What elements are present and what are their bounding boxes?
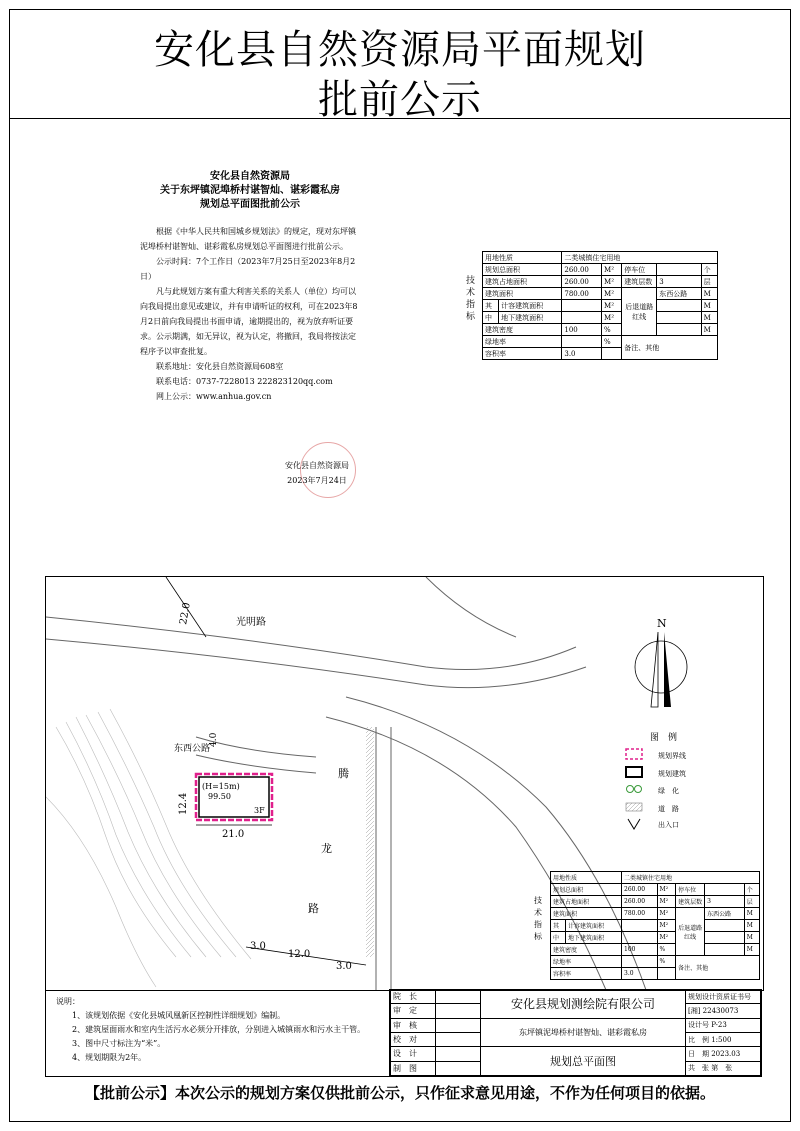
cell: 个 <box>701 264 717 276</box>
tech-table-map <box>550 871 760 980</box>
cell: M² <box>657 920 676 932</box>
legend-item: 规划建筑 <box>658 770 686 778</box>
cell: M <box>744 920 759 932</box>
cell: 地下建筑面积 <box>499 312 562 324</box>
notice-subject: 关于东坪镇泥埠桥村谌智灿、谌彩霞私房 <box>160 185 340 196</box>
cell: 780.00 <box>562 288 602 300</box>
legend-building-icon <box>626 767 642 777</box>
north-arrow-icon <box>635 617 687 707</box>
design-number: 设计号 P-23 <box>686 1018 761 1032</box>
cell: M² <box>657 896 676 908</box>
role-label: 审 核 <box>391 1018 436 1032</box>
cell: M <box>701 312 717 324</box>
cell: 建筑占地面积 <box>551 896 622 908</box>
site-plan-map <box>45 576 764 991</box>
road-label-teng: 腾 <box>338 767 349 780</box>
cell: 中 <box>483 312 499 324</box>
dim-22: 22.0 <box>178 601 193 626</box>
cell: 计容建筑面积 <box>566 920 622 932</box>
cell: 建筑层数 <box>676 896 705 908</box>
notice-para-1: 根据《中华人民共和国城乡规划法》的规定，现对东坪镇泥埠桥村谌智灿、谌彩霞私房规划总平面图进行批前公示。 <box>140 227 356 251</box>
tech-label-top: 技术指标 <box>466 276 476 322</box>
note-item: 2、建筑屋面雨水和室内生活污水必须分开排放，分别进入城镇雨水和污水主干管。 <box>72 1025 366 1034</box>
dim-3-b: 3.0 <box>336 961 352 972</box>
role-label: 制 图 <box>391 1061 436 1075</box>
dim-12: 12.0 <box>288 949 311 960</box>
notice-web: 网上公示：www.anhua.gov.cn <box>156 392 272 401</box>
title-block <box>390 989 762 1077</box>
cell: M² <box>657 932 676 944</box>
sign-org: 安化县自然资源局 <box>285 461 349 470</box>
cell: 停车位 <box>676 884 705 896</box>
cell: 260.00 <box>622 896 658 908</box>
cell: 规划总面积 <box>551 884 622 896</box>
cell: 规划总面积 <box>483 264 562 276</box>
note-item: 1、该规划依据《安化县城风凰新区控制性详细规划》编制。 <box>72 1011 286 1020</box>
cell: 东西公路 <box>657 288 701 300</box>
bldg-height: (H=15m) <box>202 782 240 791</box>
cell: 二类城镇住宅用地 <box>622 872 760 884</box>
north-label: N <box>657 617 667 630</box>
cell: 建筑密度 <box>483 324 562 336</box>
road-label-long: 龙 <box>321 842 332 855</box>
legend-green-icon <box>627 786 642 793</box>
legend-item: 规划界线 <box>658 752 686 760</box>
cell: 容积率 <box>551 968 622 980</box>
road-label-dongxi: 东西公路 <box>174 744 211 754</box>
company-name: 安化县规划测绘院有限公司 <box>481 990 686 1019</box>
setback-label: 后退道路红线 <box>622 288 657 336</box>
cert-label: 规划设计资质证书号 <box>686 990 761 1004</box>
header-subtitle: 批前公示 <box>318 77 482 123</box>
legend-item: 绿 化 <box>658 787 679 795</box>
cell: 其 <box>551 920 566 932</box>
cell: 后退道路红线 <box>676 908 705 956</box>
date: 日 期 2023.03 <box>686 1047 761 1061</box>
project-name: 东坪镇泥埠桥村谌智灿、谌彩霞私房 <box>481 1018 686 1047</box>
cell: 绿地率 <box>551 956 622 968</box>
note-item: 4、规划期限为2年。 <box>72 1053 147 1062</box>
scale: 比 例 1:500 <box>686 1032 761 1046</box>
cell: M² <box>602 276 622 288</box>
cell: M² <box>657 908 676 920</box>
cell: 3 <box>657 276 701 288</box>
notice-signature <box>285 458 349 488</box>
cell: 100 <box>562 324 602 336</box>
legend-entrance-icon <box>628 819 640 829</box>
cell: 780.00 <box>622 908 658 920</box>
cell: 计容建筑面积 <box>499 300 562 312</box>
bldg-elevation: 99.50 <box>208 792 231 801</box>
notice-para-2: 公示时间：7个工作日（2023年7月25日至2023年8月2日） <box>140 257 356 281</box>
land-use-value: 二类城镇住宅用地 <box>562 252 718 264</box>
role-label: 院 长 <box>391 990 436 1004</box>
cell: M² <box>602 312 622 324</box>
cell: 建筑密度 <box>551 944 622 956</box>
cell: M <box>701 300 717 312</box>
cell: % <box>602 336 622 348</box>
drawing-notes <box>45 989 390 1077</box>
sheet: 共 张 第 张 <box>686 1061 761 1075</box>
cell: 容积率 <box>483 348 562 360</box>
notice-org: 安化县自然资源局 <box>210 171 290 182</box>
cell: 其 <box>483 300 499 312</box>
notes-title: 说明： <box>56 997 80 1006</box>
cell: 260.00 <box>562 276 602 288</box>
dim-12-4: 12.4 <box>178 792 189 815</box>
cert-number: [湘] 22430073 <box>686 1004 761 1018</box>
role-label: 审 定 <box>391 1004 436 1018</box>
land-use-label: 用地性质 <box>483 252 562 264</box>
cell: 3.0 <box>622 968 658 980</box>
cell: 260.00 <box>622 884 658 896</box>
header-title: 安化县自然资源局平面规划 <box>154 27 646 73</box>
page-header <box>10 10 790 123</box>
tech-label-map: 技术指标 <box>534 896 542 941</box>
cell: 停车位 <box>622 264 657 276</box>
tech-table-top <box>482 251 718 360</box>
notice-block <box>140 170 360 404</box>
bldg-floors: 3F <box>254 806 265 815</box>
cell: 个 <box>744 884 759 896</box>
role-label: 校 对 <box>391 1032 436 1046</box>
notice-phone: 联系电话：0737-7228013 222823120qq.com <box>156 377 333 386</box>
legend-item: 出入口 <box>658 821 679 829</box>
sign-date: 2023年7月24日 <box>287 476 347 485</box>
cell: 层 <box>744 896 759 908</box>
notice-para-3: 凡与此规划方案有重大利害关系的关系人（单位）均可以向我局提出意见或建议，并有申请听证的权利，可在2023年8月2日前向我局提出书面申请，逾期提出的，视为放弃听证要求。公示期满，如无异议，视为认定，将撤回，我局将按法定程序予以审查批复。 <box>140 287 358 356</box>
cell: 中 <box>551 932 566 944</box>
cell: M² <box>657 884 676 896</box>
cell: 建筑层数 <box>622 276 657 288</box>
road-label-lu: 路 <box>308 902 319 915</box>
cell: 260.00 <box>562 264 602 276</box>
hatched-strip <box>366 727 374 957</box>
role-label: 设 计 <box>391 1047 436 1061</box>
cell: % <box>657 944 676 956</box>
dim-3-a: 3.0 <box>250 941 266 952</box>
cell: 3 <box>705 896 745 908</box>
cell: M² <box>602 264 622 276</box>
cell: M² <box>602 288 622 300</box>
cell: 层 <box>701 276 717 288</box>
cell: 3.0 <box>562 348 602 360</box>
road-label-guangming: 光明路 <box>236 617 266 628</box>
footer-disclaimer: 【批前公示】本次公示的规划方案仅供批前公示，只作征求意见用途，不作为任何项目的依据。 <box>84 1084 715 1102</box>
cell: 建筑面积 <box>483 288 562 300</box>
cell: M <box>701 324 717 336</box>
cell: 备注、其他 <box>622 336 718 360</box>
cell: % <box>657 956 676 968</box>
cell: 100 <box>622 944 658 956</box>
cell: % <box>602 324 622 336</box>
cell <box>657 264 701 276</box>
cell: M <box>701 288 717 300</box>
note-item: 3、图中尺寸标注为“米”。 <box>72 1039 166 1048</box>
dim-21: 21.0 <box>222 829 245 840</box>
notice-address: 联系地址：安化县自然资源局608室 <box>156 362 284 371</box>
contour-lines <box>46 709 251 987</box>
cell: 绿地率 <box>483 336 562 348</box>
cell: 地下建筑面积 <box>566 932 622 944</box>
cell: M <box>744 908 759 920</box>
drawing-name: 规划总平面图 <box>481 1047 686 1076</box>
legend-item: 道 路 <box>658 805 679 813</box>
cell: M <box>744 944 759 956</box>
cell: 建筑占地面积 <box>483 276 562 288</box>
cell: 建筑面积 <box>551 908 622 920</box>
legend-road-icon <box>626 803 642 811</box>
cell: M <box>744 932 759 944</box>
legend-boundary-icon <box>626 749 642 759</box>
cell: M² <box>602 300 622 312</box>
cell: 东西公路 <box>705 908 745 920</box>
dim-4: 4.0 <box>209 732 219 747</box>
notice-subject2: 规划总平面图批前公示 <box>200 199 300 210</box>
cell: 备注、其他 <box>676 956 760 980</box>
legend-title: 图 例 <box>650 733 678 743</box>
cell: 用地性质 <box>551 872 622 884</box>
